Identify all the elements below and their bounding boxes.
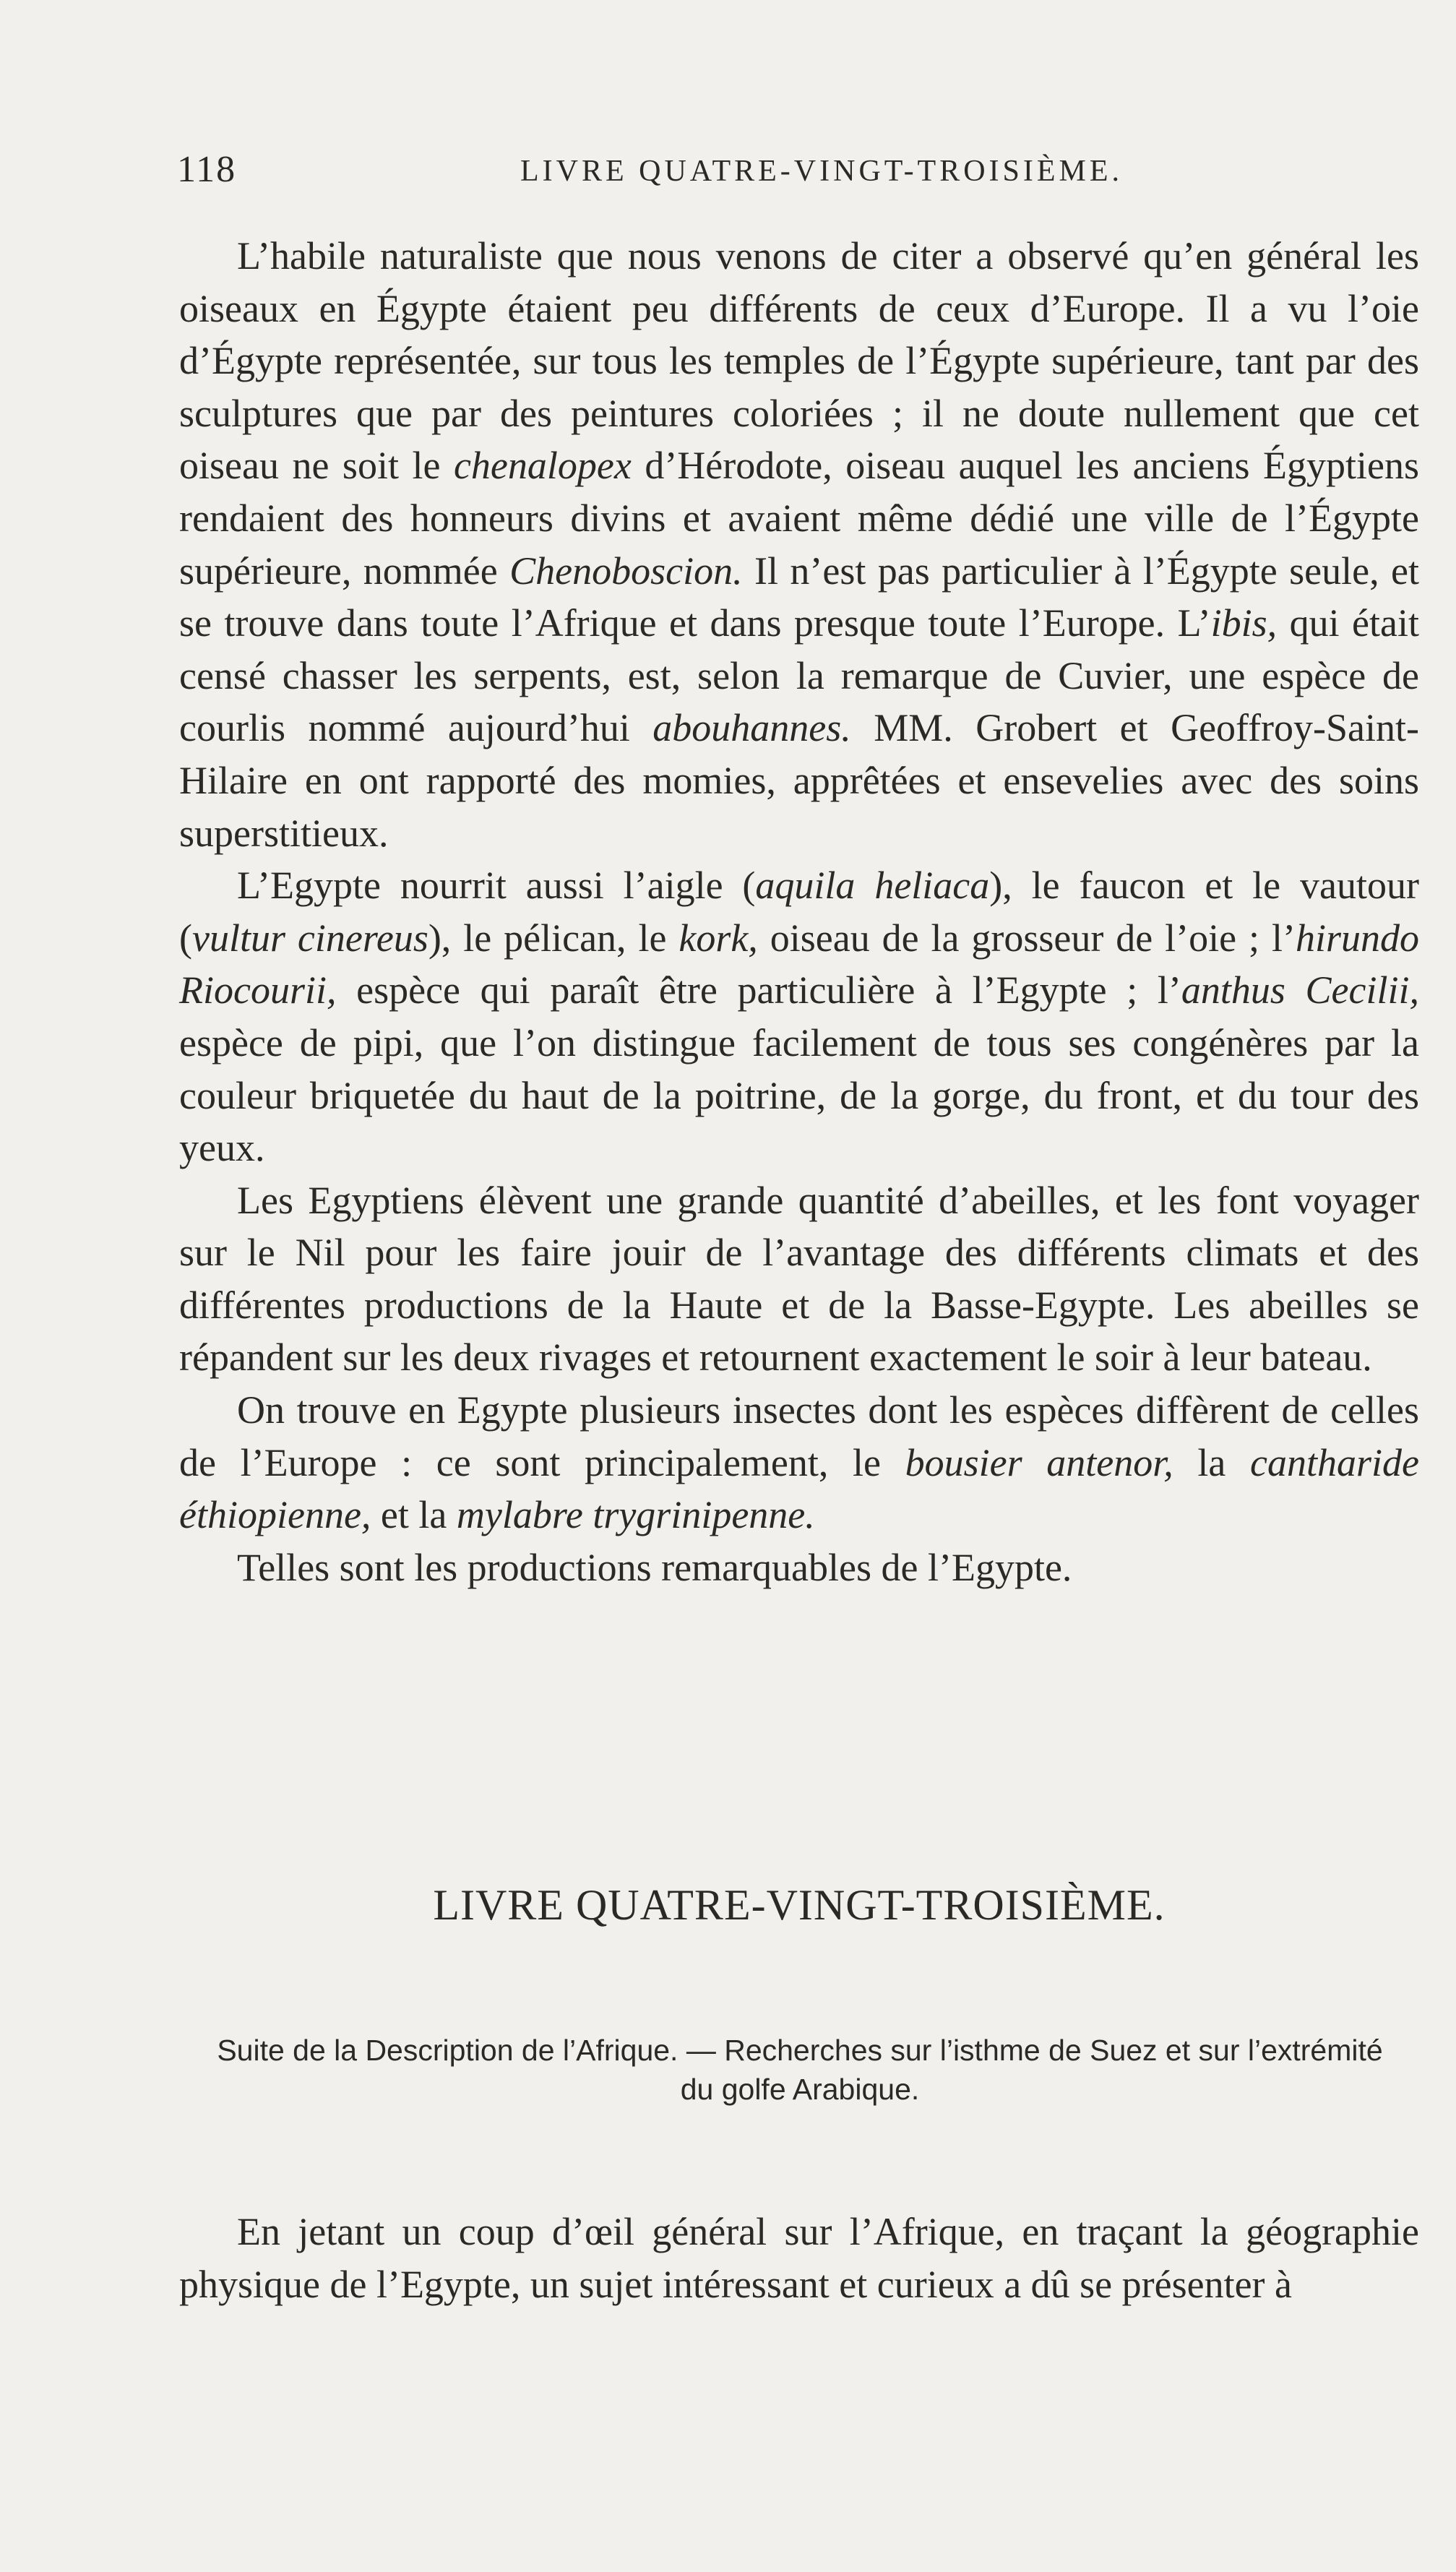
paragraph-raptors: L’Egypte nourrit aussi l’aigle (aquila heliaca), le faucon et le vautour (vultur cinereus), le pélican, le kork, oiseau de la grosseur de l’oie ; l’hirundo Riocourii, espèce qui paraît être particulière à l’Egypte ; l’anthus Cecilii, espèce de pipi, que l’on distingue facilement de tous ses congénères par la couleur briquetée du haut de la poitrine, de la gorge, du front, et du tour des yeux. xyxy=(179,864,1419,1170)
italic-term: ibis, xyxy=(1210,601,1278,645)
italic-term: kork, xyxy=(679,916,758,960)
chapter-opening xyxy=(179,2206,1419,2310)
running-title: LIVRE QUATRE-VINGT-TROISIÈME. xyxy=(520,155,1124,188)
italic-term: hirundo Riocourii, xyxy=(179,916,1419,1012)
page-number: 118 xyxy=(177,149,237,190)
italic-term: vultur cinereus xyxy=(191,916,428,960)
italic-term: chenalopex xyxy=(453,444,632,488)
italic-term: anthus Cecilii, xyxy=(1181,968,1419,1012)
paragraph-conclusion: Telles sont les productions remarquables de l’Egypte. xyxy=(237,1545,1072,1589)
italic-term: abouhannes. xyxy=(652,706,851,750)
italic-term: cantharide éthiopienne, xyxy=(179,1440,1419,1537)
italic-term: Chenoboscion. xyxy=(509,549,743,593)
paragraph-birds: L’habile naturaliste que nous venons de citer a observé qu’en général les oiseaux en Égypte étaient peu différents de ceux d’Europe. Il a vu l’oie d’Égypte représentée, sur tous les temples de l’Égypte supérieure, tant par des sculptures que par des peintures coloriées ; il ne doute nullement que cet oiseau ne soit le chenalopex d’Hérodote, oiseau auquel les anciens Égyptiens rendaient des honneurs divins et avaient même dédié une ville de l’Égypte supérieure, nommée Chenoboscion. Il n’est pas particulier à l’Égypte seule, et se trouve dans toute l’Afrique et dans presque toute l’Europe. L’ibis, qui était censé chasser les serpents, est, selon la remarque de Cuvier, une espèce de courlis nommé aujourd’hui abouhannes. MM. Grobert et Geoffroy-Saint-Hilaire en ont rapporté des momies, apprêtées et ensevelies avec des soins superstitieux. xyxy=(179,234,1420,855)
body-text xyxy=(179,230,1419,1593)
italic-term: bousier antenor, xyxy=(905,1440,1173,1484)
paragraph-opening: En jetant un coup d’œil général sur l’Afrique, en traçant la géographie physique de l’Egypte, un sujet intéressant et curieux a dû se présenter à xyxy=(179,2210,1419,2306)
paragraph-bees: Les Egyptiens élèvent une grande quantité d’abeilles, et les font voyager sur le Nil pour les faire jouir de l’avantage des différents climats et des différentes productions de la Haute et de la Basse-Egypte. Les abeilles se répandent sur les deux rivages et retournent exactement le soir à leur bateau. xyxy=(179,1178,1419,1380)
chapter-title: LIVRE QUATRE-VINGT-TROISIÈME. xyxy=(433,1881,1166,1929)
running-header xyxy=(177,148,1434,199)
italic-term: aquila heliaca xyxy=(755,864,990,908)
paragraph-insects: On trouve en Egypte plusieurs insectes dont les espèces diffèrent de celles de l’Europe : ce sont principalement, le bousier antenor, la cantharide éthiopienne, et la mylabre trygrinipenne. xyxy=(179,1388,1419,1537)
italic-term: mylabre trygrinipenne. xyxy=(456,1493,815,1537)
chapter-summary: Suite de la Description de l’Afrique. — Recherches sur l’isthme de Suez et sur l’extrémité du golfe Arabique. xyxy=(217,2034,1383,2106)
